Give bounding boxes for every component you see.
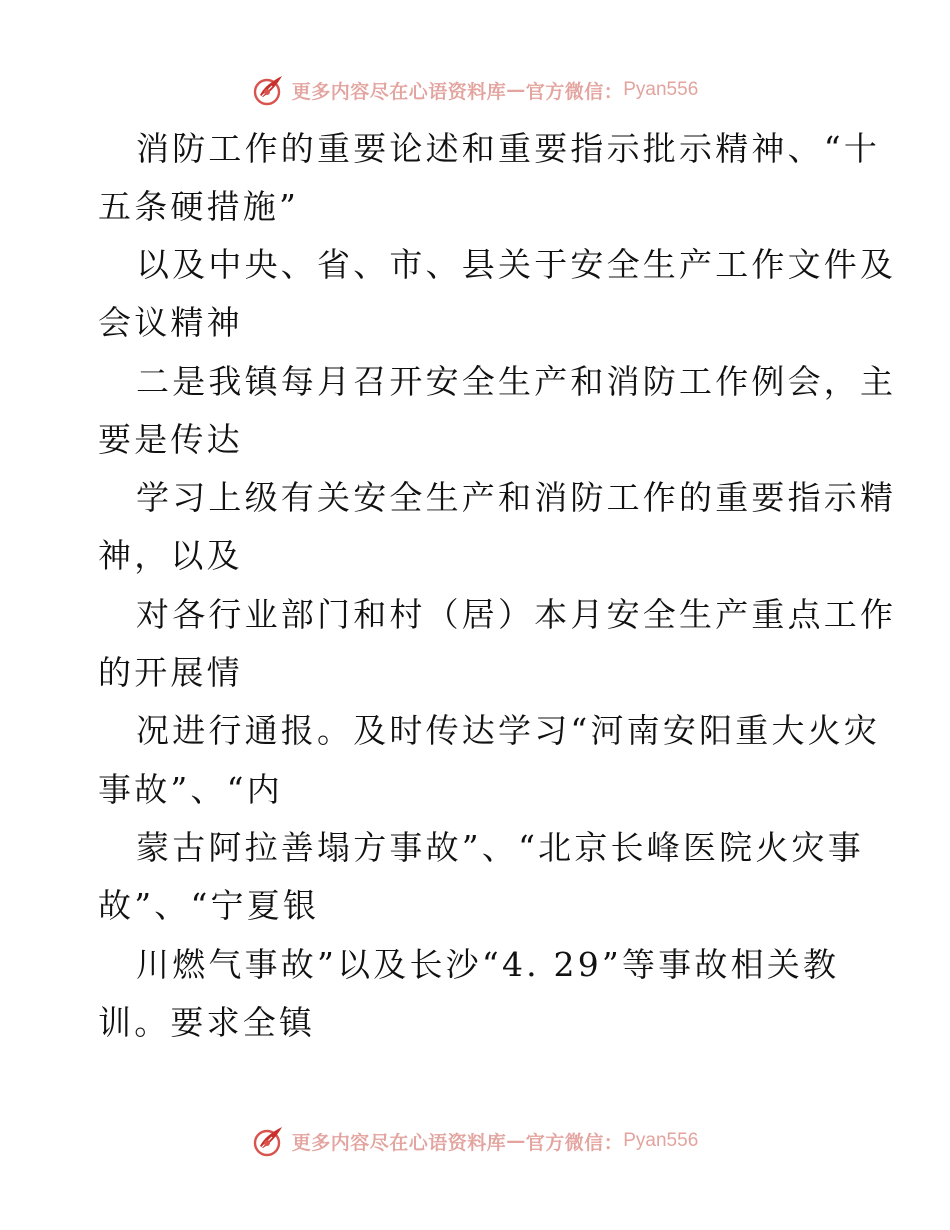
paragraph-5-line-1: 对各行业部门和村（居）本月安全生产重点工作 bbox=[136, 595, 897, 634]
paragraph-8-line-1: 川燃气事故”以及长沙“4. 29”等事故相关教 bbox=[136, 945, 840, 984]
watermark-wechat-id: Pyan556 bbox=[623, 79, 699, 100]
watermark-label: 官方微信： bbox=[525, 80, 624, 103]
paragraph-6-line-2: 事故”、“内 bbox=[98, 770, 283, 809]
watermark-dash: — bbox=[506, 79, 526, 101]
paragraph-1-line-1: 消防工作的重要论述和重要指示批示精神、“十 bbox=[136, 129, 881, 168]
paragraph-4-line-2: 神，以及 bbox=[98, 536, 243, 575]
watermark-brand: 更多内容尽在心语资料库 bbox=[291, 80, 507, 103]
paragraph-2-line-1: 以及中央、省、市、县关于安全生产工作文件及 bbox=[136, 245, 897, 284]
watermark-wechat-id: Pyan556 bbox=[623, 1130, 699, 1151]
watermark-label: 官方微信： bbox=[525, 1131, 624, 1154]
watermark-brand: 更多内容尽在心语资料库 bbox=[291, 1131, 507, 1154]
watermark-dash: — bbox=[506, 1130, 526, 1152]
paragraph-7-line-1: 蒙古阿拉善塌方事故”、“北京长峰医院火灾事 bbox=[136, 828, 864, 867]
paragraph-2-line-2: 会议精神 bbox=[98, 303, 243, 342]
footer-watermark bbox=[0, 1121, 950, 1161]
paragraph-3-line-2: 要是传达 bbox=[98, 420, 243, 459]
paragraph-3-line-1: 二是我镇每月召开安全生产和消防工作例会，主 bbox=[136, 362, 897, 401]
paragraph-5-line-2: 的开展情 bbox=[98, 653, 243, 692]
paragraph-6-line-1: 况进行通报。及时传达学习“河南安阳重大火灾 bbox=[136, 711, 881, 750]
quill-logo-icon bbox=[252, 1124, 286, 1158]
paragraph-1-line-2: 五条硬措施” bbox=[98, 187, 300, 226]
paragraph-7-line-2: 故”、“宁夏银 bbox=[98, 886, 320, 925]
paragraph-8-line-2: 训。要求全镇 bbox=[98, 1003, 316, 1042]
paragraph-4-line-1: 学习上级有关安全生产和消防工作的重要指示精 bbox=[136, 478, 897, 517]
